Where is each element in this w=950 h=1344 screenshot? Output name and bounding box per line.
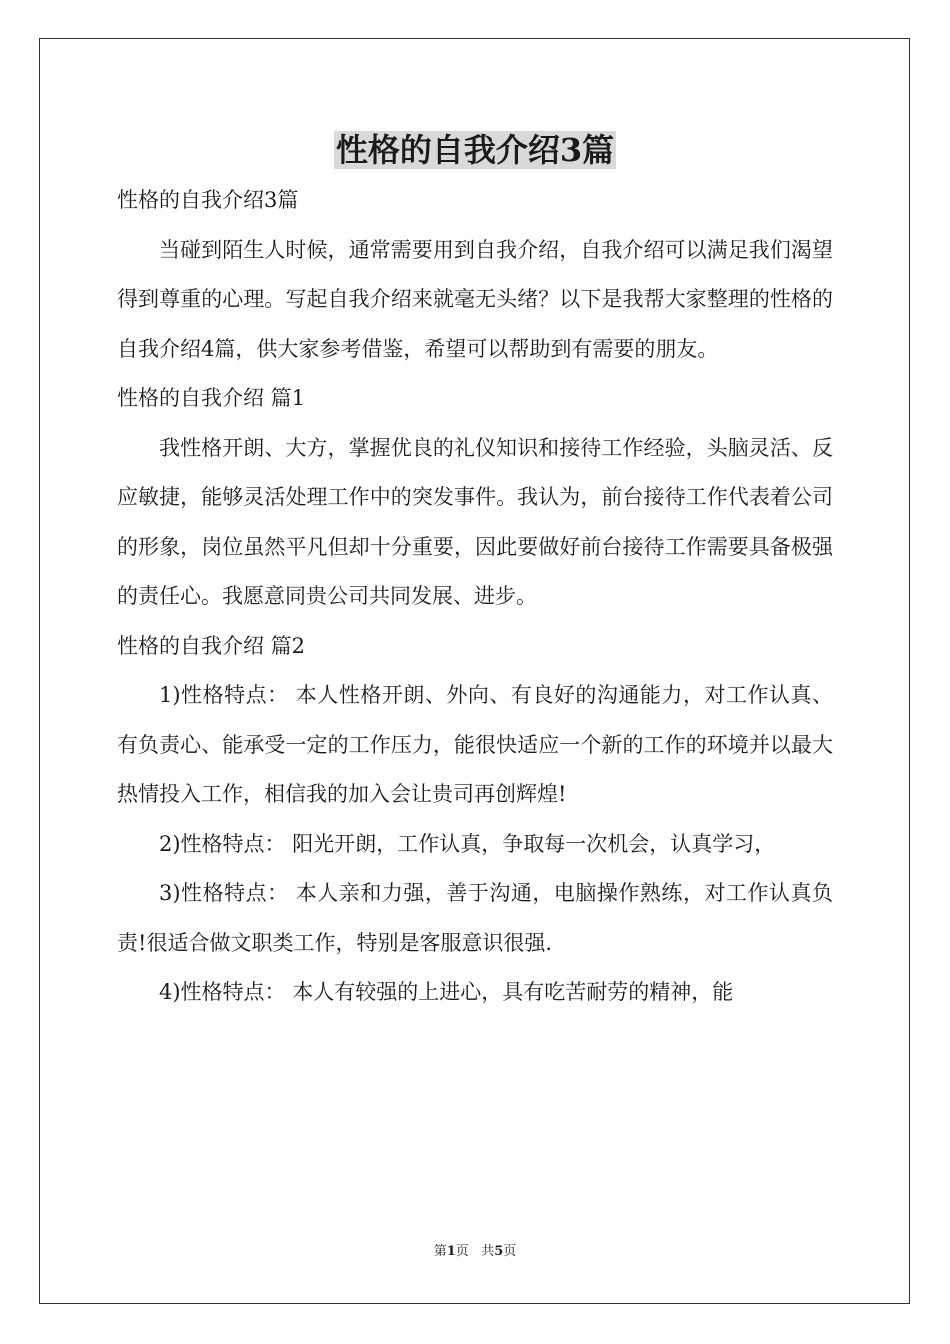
paragraph-section-1: 我性格开朗、大方，掌握优良的礼仪知识和接待工作经验，头脑灵活、反应敏捷，能够灵活处理工作中的突发事件。我认为，前台接待工作代表着公司的形象，岗位虽然平凡但却十分重要，因此要做好前台接待工作需要具备极强的责任心。我愿意同贵公司共同发展、进步。 [117,435,833,608]
footer-total-prefix: 共 [481,1244,495,1259]
footer-total-suffix: 页 [503,1244,517,1259]
document-title [0,128,950,172]
section-heading-2: 性格的自我介绍 篇2 [117,633,306,658]
paragraph-trait-3: 3)性格特点： 本人亲和力强，善于沟通，电脑操作熟练，对工作认真负责!很适合做文职类工作，特别是客服意识很强. [117,881,833,955]
footer-page-suffix: 页 [455,1244,469,1259]
page-footer [0,1242,950,1262]
paragraph-trait-2: 2)性格特点： 阳光开朗，工作认真，争取每一次机会，认真学习， [159,831,776,856]
footer-page-prefix: 第 [433,1244,447,1259]
document-title-text: 性格的自我介绍3篇 [335,131,615,169]
document-body [117,176,833,1018]
footer-page-total: 5 [494,1244,504,1259]
paragraph-trait-4: 4)性格特点： 本人有较强的上进心，具有吃苦耐劳的精神，能 [159,980,734,1004]
footer-page-current: 1 [446,1244,456,1259]
section-heading-1: 性格的自我介绍 篇1 [117,386,306,410]
paragraph-subtitle: 性格的自我介绍3篇 [117,188,299,212]
paragraph-trait-1: 1)性格特点： 本人性格开朗、外向、有良好的沟通能力，对工作认真、有负责心、能承受一定的工作压力，能很快适应一个新的工作的环境并以最大热情投入工作，相信我的加入会让贵司再创辉煌! [117,683,833,806]
paragraph-intro: 当碰到陌生人时候，通常需要用到自我介绍，自我介绍可以满足我们渴望得到尊重的心理。写起自我介绍来就毫无头绪？以下是我帮大家整理的性格的自我介绍4篇，供大家参考借鉴，希望可以帮助到有需要的朋友。 [117,237,833,361]
